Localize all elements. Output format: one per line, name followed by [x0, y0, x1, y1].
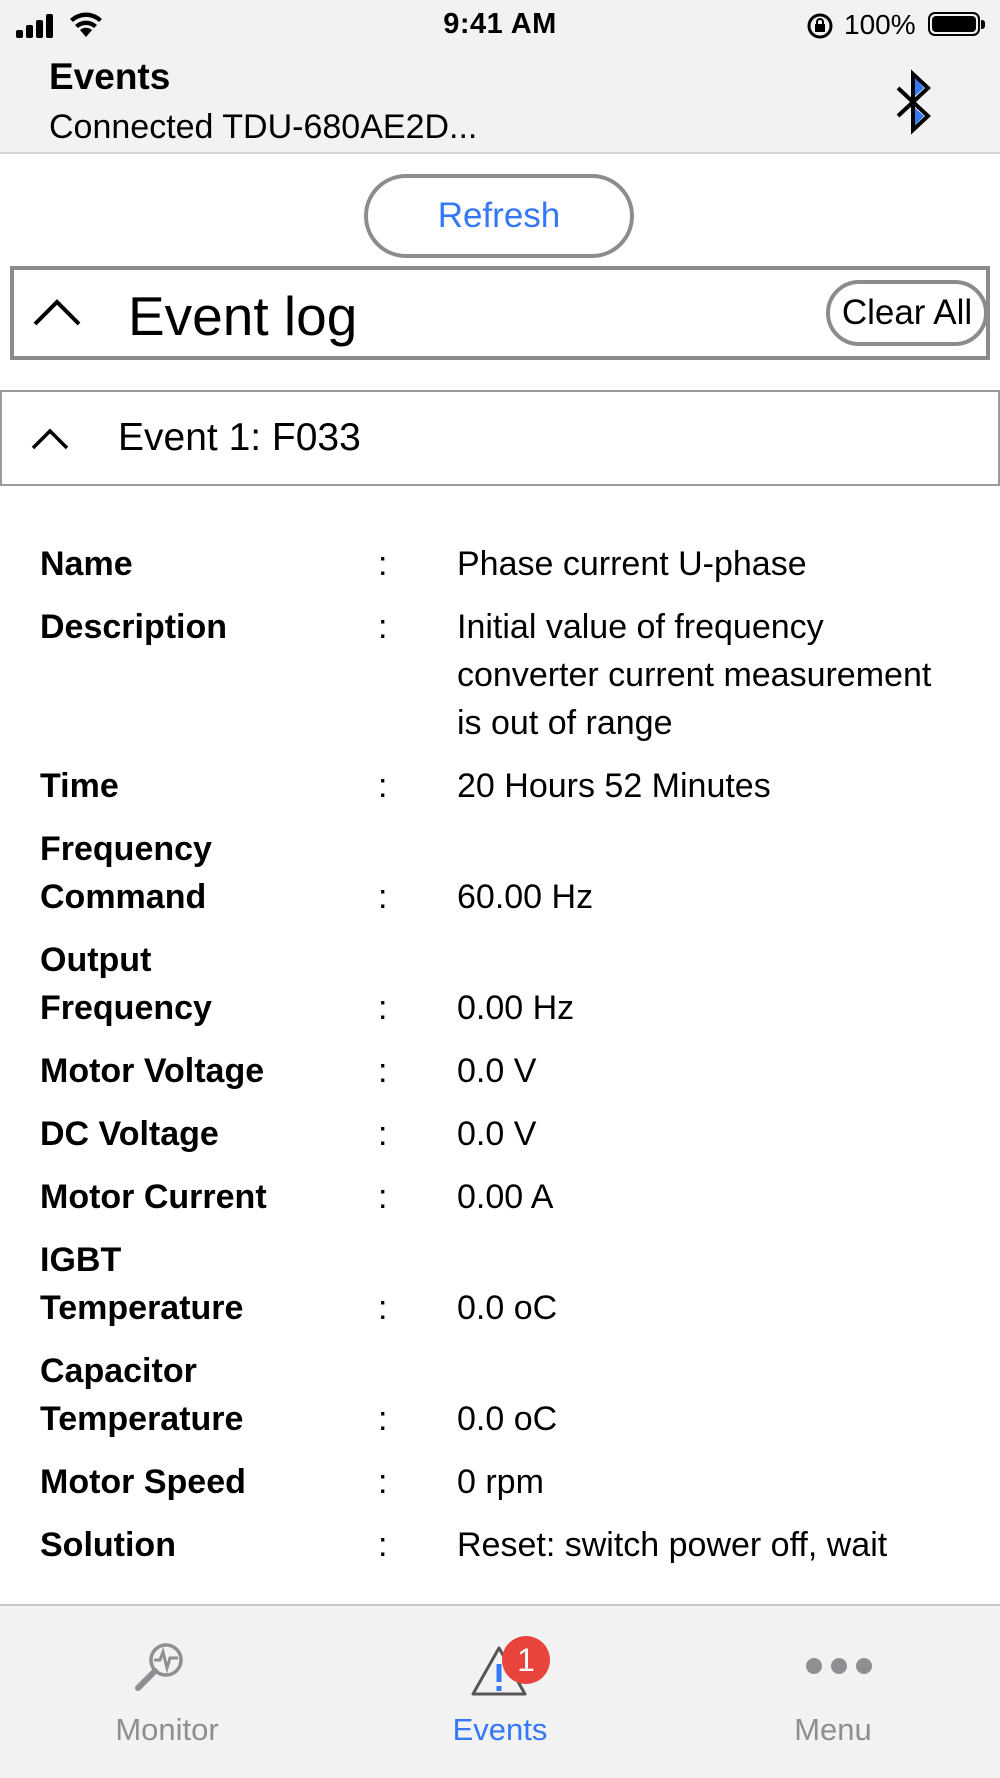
tab-events[interactable]	[333, 1606, 667, 1778]
detail-value: Phase current U-phase	[457, 545, 807, 583]
notification-badge: 1	[502, 1636, 550, 1684]
detail-colon: :	[378, 608, 388, 646]
detail-value: 60.00 Hz	[457, 878, 594, 916]
clear-all-button[interactable]: Clear All	[826, 280, 988, 346]
detail-colon: :	[378, 1052, 388, 1090]
detail-row-motor-voltage	[40, 1047, 980, 1095]
detail-row-output-frequency	[40, 936, 980, 1032]
detail-value: Reset: switch power off, wait	[457, 1526, 888, 1564]
bluetooth-icon[interactable]	[878, 66, 948, 138]
tab-monitor[interactable]	[0, 1606, 334, 1778]
detail-label: IGBT Temperature	[40, 1241, 244, 1327]
detail-colon: :	[378, 878, 388, 916]
detail-value: Initial value of frequency converter current measurement is out of range	[457, 608, 932, 742]
detail-colon: :	[378, 1115, 388, 1153]
detail-colon: :	[378, 1289, 388, 1327]
detail-label: Description	[40, 608, 228, 646]
detail-colon: :	[378, 1400, 388, 1438]
detail-row-name	[40, 540, 980, 588]
detail-row-solution	[40, 1521, 980, 1569]
connection-status: Connected TDU-680AE2D...	[49, 108, 478, 146]
detail-value: 20 Hours 52 Minutes	[457, 767, 771, 805]
detail-colon: :	[378, 1178, 388, 1216]
event-log-section[interactable]	[10, 266, 990, 360]
status-time: 9:41 AM	[443, 8, 557, 40]
detail-colon: :	[378, 545, 388, 583]
page-title: Events	[49, 56, 171, 97]
detail-row-motor-current	[40, 1173, 980, 1221]
detail-value: 0.00 A	[457, 1178, 554, 1216]
detail-label: Frequency Command	[40, 830, 212, 916]
tab-label: Menu	[794, 1712, 872, 1747]
detail-label: Output Frequency	[40, 941, 212, 1027]
detail-row-frequency-command	[40, 825, 980, 921]
tab-label: Events	[452, 1712, 548, 1747]
detail-value: 0.0 oC	[457, 1400, 558, 1438]
more-icon	[804, 1656, 874, 1676]
detail-label: Capacitor Temperature	[40, 1352, 244, 1438]
chevron-up-icon[interactable]	[30, 422, 70, 456]
tab-menu[interactable]	[666, 1606, 1000, 1778]
detail-label: Time	[40, 767, 119, 805]
detail-colon: :	[378, 989, 388, 1027]
detail-colon: :	[378, 1526, 388, 1564]
navigation-header	[0, 52, 1000, 154]
detail-colon: :	[378, 767, 388, 805]
detail-row-igbt-temperature	[40, 1236, 980, 1332]
refresh-button[interactable]: Refresh	[364, 174, 634, 258]
detail-row-time	[40, 762, 980, 810]
event-title: Event 1: F033	[118, 416, 361, 459]
detail-row-dc-voltage	[40, 1110, 980, 1158]
detail-row-capacitor-temperature	[40, 1347, 980, 1443]
detail-label: Motor Voltage	[40, 1052, 265, 1090]
detail-value: 0.0 V	[457, 1052, 537, 1090]
rotation-lock-icon	[806, 12, 834, 40]
battery-icon	[928, 12, 980, 36]
detail-colon: :	[378, 1463, 388, 1501]
detail-label: Motor Current	[40, 1178, 267, 1216]
event-log-title: Event log	[128, 285, 358, 347]
tab-label: Monitor	[115, 1712, 219, 1747]
detail-value: 0.0 V	[457, 1115, 537, 1153]
detail-row-description	[40, 603, 980, 747]
detail-value: 0 rpm	[457, 1463, 544, 1501]
status-bar	[0, 0, 1000, 52]
chevron-up-icon[interactable]	[30, 286, 84, 340]
tab-bar	[0, 1604, 1000, 1778]
event-item-header[interactable]	[0, 390, 1000, 486]
detail-row-motor-speed	[40, 1458, 980, 1506]
detail-value: 0.0 oC	[457, 1289, 558, 1327]
event-details	[40, 540, 980, 1584]
detail-value: 0.00 Hz	[457, 989, 575, 1027]
detail-label: Name	[40, 545, 133, 583]
detail-label: Motor Speed	[40, 1463, 246, 1501]
battery-percentage: 100%	[844, 9, 916, 40]
detail-label: DC Voltage	[40, 1115, 219, 1153]
detail-label: Solution	[40, 1526, 176, 1564]
monitor-icon	[130, 1640, 190, 1696]
